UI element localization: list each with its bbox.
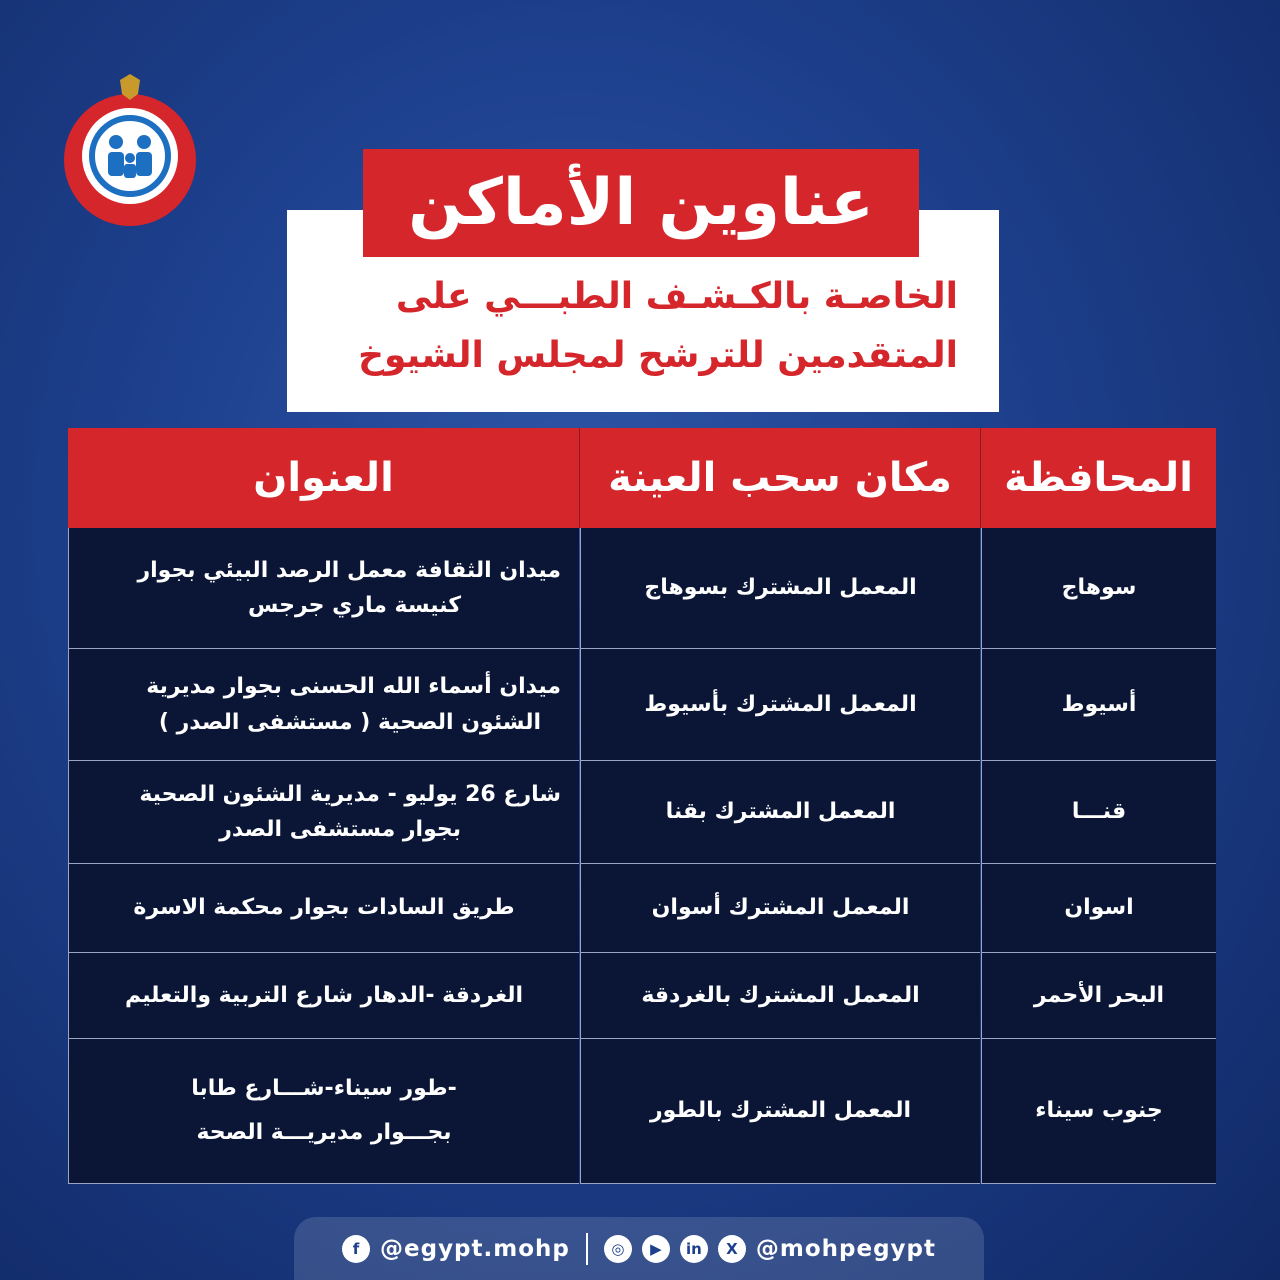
- table-cell-address: الغردقة -الدهار شارع التربية والتعليم: [68, 953, 579, 1039]
- table-cell-address: [68, 761, 579, 864]
- youtube-icon[interactable]: ▶: [642, 1235, 670, 1263]
- table-cell-governorate: أسيوط: [981, 649, 1216, 761]
- table-cell-governorate: قنـــا: [981, 761, 1216, 864]
- table-cell-governorate: اسوان: [981, 864, 1216, 953]
- page-title: عناوين الأماكن: [363, 149, 919, 257]
- ministry-logo: [58, 72, 203, 232]
- table-cell-governorate: جنوب سيناء: [981, 1039, 1216, 1184]
- table-cell-address: [68, 528, 579, 649]
- table-cell-lab: المعمل المشترك بقنا: [580, 761, 980, 864]
- header-lab: مكان سحب العينة: [579, 428, 980, 528]
- address-line-2: كنيسة ماري جرجس: [247, 593, 461, 618]
- linkedin-icon[interactable]: in: [680, 1235, 708, 1263]
- address-line-1: -طور سيناء-شـــارع طابا: [191, 1076, 457, 1101]
- table-cell-lab: المعمل المشترك بالطور: [580, 1039, 980, 1184]
- address-line-2: بجـــوار مديريـــة الصحة: [196, 1120, 452, 1145]
- table-cell-lab: المعمل المشترك بالغردقة: [580, 953, 980, 1039]
- social-bar: [294, 1217, 984, 1280]
- table-cell-lab: المعمل المشترك بأسيوط: [580, 649, 980, 761]
- address-line-2: بجوار مستشفى الصدر: [219, 817, 461, 842]
- header-governorate: المحافظة: [980, 428, 1216, 528]
- subtitle-line-1: الخاصـة بالكـشـف الطبـــي على: [395, 276, 958, 317]
- facebook-icon[interactable]: f: [342, 1235, 370, 1263]
- address-line-2: الشئون الصحية ( مستشفى الصدر ): [158, 709, 541, 735]
- subtitle-line-2: المتقدمين للترشح لمجلس الشيوخ: [358, 335, 958, 376]
- address-line-1: ميدان أسماء الله الحسنى بجوار مديرية: [146, 674, 561, 700]
- table-cell-address: [68, 1039, 579, 1184]
- table-cell-governorate: سوهاج: [981, 528, 1216, 649]
- instagram-icon[interactable]: ◎: [604, 1235, 632, 1263]
- address-line-1: ميدان الثقافة معمل الرصد البيئي بجوار: [137, 557, 561, 583]
- table-cell-lab: المعمل المشترك أسوان: [580, 864, 980, 953]
- facebook-handle[interactable]: @egypt.mohp: [380, 1235, 570, 1262]
- social-handle[interactable]: @mohpegypt: [755, 1235, 936, 1262]
- locations-table: [68, 428, 1216, 1184]
- table-cell-lab: المعمل المشترك بسوهاج: [580, 528, 980, 649]
- table-cell-governorate: البحر الأحمر: [981, 953, 1216, 1039]
- x-icon[interactable]: X: [718, 1235, 746, 1263]
- table-cell-address: [68, 649, 579, 761]
- table-cell-address: طريق السادات بجوار محكمة الاسرة: [68, 864, 579, 953]
- address-line-1: شارع 26 يوليو - مديرية الشئون الصحية: [139, 781, 561, 807]
- divider: [586, 1233, 588, 1265]
- header-address: العنوان: [68, 428, 579, 528]
